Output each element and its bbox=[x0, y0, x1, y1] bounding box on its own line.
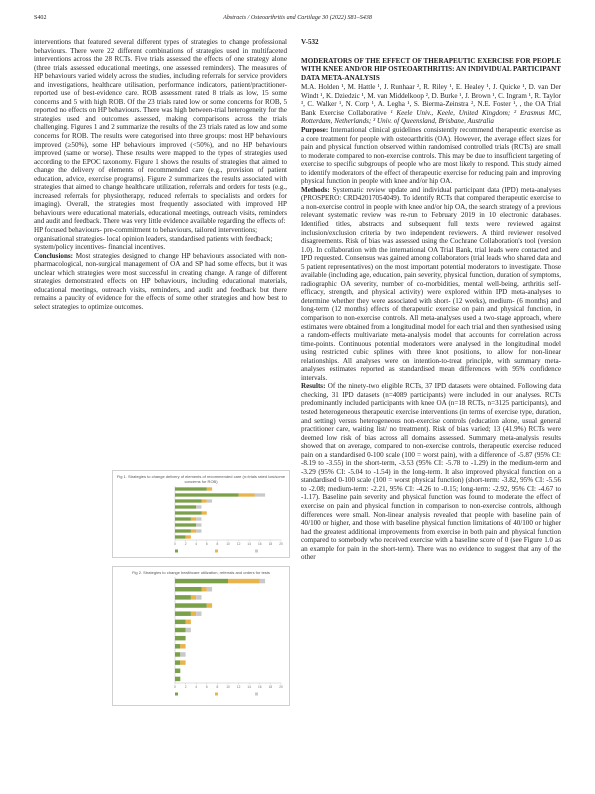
x-tick-label: 10 bbox=[226, 542, 230, 546]
bar-segment bbox=[191, 611, 196, 615]
bar-segment bbox=[180, 660, 185, 664]
bar-segment bbox=[186, 628, 191, 632]
bar-segment bbox=[175, 517, 191, 520]
authors: M.A. Holden ¹, M. Hattle ¹, J. Runhaar ², R. Riley ¹, E. Healey ¹, J. Quicke ¹, D. van Der Windt ¹, K. Dziedzic ¹, M. van Middelkoop ², D. Burke ¹, J. Brown ¹, C. Ingram ¹, R. Taylor ³, C. Walker ¹, N. Corp ¹, A. Legha ¹, S. Bierma-Zeinstra ², N.E. Foster ¹, , the OA Trial Bank Exercise Collaborative bbox=[301, 83, 561, 117]
bar-segment bbox=[175, 529, 191, 532]
x-tick-label: 8 bbox=[216, 542, 219, 546]
x-tick-label: 18 bbox=[268, 685, 273, 689]
x-tick-label: 16 bbox=[258, 685, 262, 689]
bar-segment bbox=[175, 677, 180, 681]
list-item: organisational strategies- local opinion leaders, standardised patients with feedback; bbox=[34, 234, 273, 243]
bar-segment bbox=[239, 493, 255, 496]
author-list bbox=[301, 83, 561, 126]
purpose-text: International clinical guidelines consistently recommend therapeutic exercise as a core treatment for people with osteoarthritis (OA). However, the average effect sizes for pain and physical function observed within randomised controlled trials (RCTs) are small to moderate compared to non-exercise controls. This may be due to insufficient targeting of exercise to specific subgroups of people who are most likely to respond. This study aimed to identify moderators of the effect of therapeutic exercise for reducing pain and improving physical function in people with knee and/or hip OA. bbox=[301, 125, 561, 186]
legend-swatch bbox=[255, 550, 258, 553]
x-tick-label: 18 bbox=[268, 542, 273, 546]
bar-segment bbox=[191, 529, 196, 532]
bar-segment bbox=[175, 636, 186, 640]
legend-swatch bbox=[175, 550, 178, 553]
x-tick-label: 4 bbox=[195, 542, 198, 546]
x-tick-label: 12 bbox=[236, 542, 241, 546]
bar-segment bbox=[175, 628, 186, 632]
bar-segment bbox=[175, 511, 202, 514]
bar-segment bbox=[175, 499, 202, 502]
bar-segment bbox=[175, 505, 196, 508]
bar-segment bbox=[207, 487, 212, 490]
bar-segment bbox=[175, 660, 180, 664]
bar-segment bbox=[175, 535, 186, 538]
bar-segment bbox=[202, 511, 207, 514]
x-tick-label: 16 bbox=[258, 542, 262, 546]
bar-segment bbox=[196, 611, 201, 615]
x-tick-label: 0 bbox=[174, 685, 176, 689]
x-tick-label: 14 bbox=[247, 542, 251, 546]
bar-segment bbox=[207, 603, 212, 607]
abstract-title: MODERATORS OF THE EFFECT OF THERAPEUTIC EXERCISE FOR PEOPLE WITH KNEE AND/OR HIP OSTEOARTHRITIS: AN INDIVIDUAL PARTICIPANT DATA META-ANALYSIS bbox=[301, 57, 561, 82]
x-tick-label: 8 bbox=[216, 685, 219, 689]
bar-segment bbox=[196, 523, 201, 526]
list-item: HP focused behaviours- pre-commitment to behaviours, tailored interventions; bbox=[34, 226, 258, 235]
bar-segment bbox=[260, 579, 265, 583]
page-number: S402 bbox=[34, 15, 47, 21]
bar-segment bbox=[175, 652, 180, 656]
purpose-paragraph bbox=[301, 126, 561, 186]
results-paragraph bbox=[301, 382, 561, 561]
bar-segment bbox=[175, 669, 180, 673]
bar-segment bbox=[175, 611, 191, 615]
bar-segment bbox=[175, 487, 207, 490]
x-tick-label: 2 bbox=[184, 685, 187, 689]
x-tick-label: 12 bbox=[236, 685, 241, 689]
bar-segment bbox=[175, 493, 239, 496]
results-text: Of the ninety-two eligible RCTs, 37 IPD datasets were obtained. Following data checking, 31 IPD datasets (n=4089 participants) were included in our analyses. RCTs predominantly included participants with knee OA (n=18 RCTs, n=3125 participants), and tested heterogeneous therapeutic exercise interventions (in terms of exercise type, duration, and setting) versus heterogeneous non-exercise controls (education alone, usual general practitioner care, waiting list/ no treatment). Risk of bias varied; 13 (41.9%) RCTs were deemed low risk of bias across all domains assessed. Summary meta-analysis results showed that on average, compared to non-exercise controls, therapeutic exercise reduced pain on a standardised 0-100 scale (100 = worst pain), with a difference of -5.87 (95% CI: -8.19 to -3.55) in the short-term, -3.53 (95% CI: -5.78 to -1.29) in the medium-term and -3.29 (95% CI: -5.04 to -1.54) in the long-term. It also improved physical function on a standardised 0-100 scale (100 = worst physical function) (short-term: -3.82, 95% CI: -5.56 to -2.08; medium-term: -2.21, 95% CI: -4.26 to -0.15; long-term: -2.92, 95% CI: -4.67 to -1.17). Baseline pain severity and physical function was found to moderate the effect of exercise on pain and physical function in comparison to non-exercise controls, although differences were small. Non-linear analysis revealed that people with baseline pain of 40/100 or higher, and those with baseline physical function limitations of 40/100 or higher had the greatest additional improvements from exercise in both pain and physical function compared to somebody who received exercise with a baseline score of 0 (see Figure 1.0 as an example for pain in the short-term). There was no evidence to suggest that any of the other bbox=[301, 382, 561, 562]
figure-2-chart bbox=[113, 575, 289, 699]
bar-segment bbox=[196, 505, 201, 508]
x-tick-label: 0 bbox=[174, 542, 176, 546]
results-paragraph: interventions that featured several different types of strategies to change professional behaviours. There were 22 different combinations of strategies used in multifaceted interventions across the 28 RCTs. Five trials assessed the effects of one strategy alone (three trials assessed educational meetings, one assessed reminders). The measures of HP behaviours varied widely across the studies, including referrals for service providers and investigations, healthcare utilisation, performance indicators, patient/practitioner-reported use of best-evidence care. ROB assessment rated 8 trials as low, 15 some concerns and 5 with high ROB. Of the 23 trials rated low or some concerns for ROB, 5 reported no effects on HP behaviours. There was high between-trial heterogeneity for the strategies used and outcomes assessed, making comparisons across the trials challenging. Figures 1 and 2 summarize the results of the 23 trials rated as low and some concerns for ROB. The results were categorised into three groups: most HP behaviours improved (≥50%), some HP behaviours improved (<50%), and no HP behaviours improved (same or worse). These results were mapped to the types of strategies used according to the EPOC taxonomy. Figure 1 shows the results of strategies that aimed to change the delivery of elements of recommended care (e.g., provision of patient education, advice, exercise programs). Figure 2 summarizes the results associated with strategies that aimed to change healthcare utilization, referrals and orders for tests (e.g., increased referrals for physiotherapy, reduced referrals to specialists and orders for imaging). Overall, the strategies most frequently associated with improved HP behaviours were educational materials, educational meetings, outreach visits, reminders and audit and feedback. There was very little evidence available regarding the effects of: bbox=[34, 38, 287, 226]
bar-segment bbox=[196, 517, 201, 520]
bar-segment bbox=[191, 595, 196, 599]
legend-swatch bbox=[255, 693, 258, 696]
bar-segment bbox=[196, 529, 201, 532]
purpose-label: Purpose: bbox=[301, 125, 329, 134]
conclusions-paragraph bbox=[34, 252, 287, 312]
abstract-id: V-532 bbox=[301, 38, 319, 46]
methods-label: Methods: bbox=[301, 185, 330, 194]
bar-segment bbox=[202, 499, 207, 502]
x-tick-label: 10 bbox=[226, 685, 230, 689]
bar-segment bbox=[207, 499, 212, 502]
list-item: system/policy incentives- financial incentives. bbox=[34, 243, 166, 252]
methods-paragraph bbox=[301, 186, 561, 383]
conclusions-text: Most strategies designed to change HP behaviours associated with non-pharmacological, non-surgical management of OA and SP had some effects, but it was unclear which strategies were most successful in creating change. A range of different strategies demonstrated effects on HP behaviours, including educational materials, educational meetings, outreach visits, reminders, and audit and feedback but there remains a paucity of evidence for the effects of some other strategies and how best to select strategies to optimize outcomes. bbox=[34, 251, 287, 311]
bar-segment bbox=[175, 644, 180, 648]
bar-segment bbox=[228, 579, 260, 583]
conclusions-label: Conclusions: bbox=[34, 251, 74, 260]
affiliations: ¹ Keele Univ., Keele, United Kingdom; ² Erasmus MC, Rotterdam, Netherlands; ³ Univ. of Queensland, Brisbane, Australia bbox=[301, 108, 562, 126]
page-header bbox=[34, 15, 561, 27]
x-tick-label: 6 bbox=[205, 685, 208, 689]
figure-1-chart bbox=[113, 484, 289, 556]
x-tick-label: 4 bbox=[195, 685, 198, 689]
legend-swatch bbox=[215, 550, 218, 553]
x-tick-label: 2 bbox=[184, 542, 187, 546]
bar-segment bbox=[175, 620, 186, 624]
bar-segment bbox=[175, 579, 228, 583]
bar-segment bbox=[175, 523, 196, 526]
bar-segment bbox=[180, 652, 185, 656]
x-tick-label: 6 bbox=[205, 542, 208, 546]
figure-1 bbox=[112, 470, 290, 558]
left-column bbox=[34, 38, 287, 312]
legend-swatch bbox=[215, 693, 218, 696]
journal-citation: Abstracts / Osteoarthritis and Cartilage 30 (2022) S81–S438 bbox=[223, 15, 372, 21]
figure-2 bbox=[112, 566, 290, 706]
bar-segment bbox=[255, 493, 266, 496]
methods-text: Systematic review update and individual participant data (IPD) meta-analyses (PROSPERO: CRD42017054049). To identify RCTs that compared therapeutic exercise to a non-exercise control in people with knee and/or hip OA, the search strategy of a previous relevant systematic review was re-run to February 2019 in 10 electronic databases. Identified titles, abstracts and subsequent full texts were reviewed against inclusion/exclusion criteria by two independent reviewers. A third reviewer resolved disagreements. Risk of bias was assessed using the Cochrane Collaboration's tool (version 1.0). In collaboration with the international OA Trial Bank, trial leads were contacted and IPD requested. Consensus was gained among collaborators (trial leads who shared data and 5 patient representatives) on the most important potential moderators to investigate. Those available (including age, education, pain severity, physical function, duration of symptoms, radiographic OA severity, number of co-morbidities, mental well-being, arthritis self-efficacy, strength, and physical activity) were explored within IPD meta-analyses to determine whether they were associated with short- (12 weeks), medium- (6 months) and long-term (12 months) effects of therapeutic exercise on pain and physical function, in comparison to non-exercise controls. All meta-analyses used a two-stage approach, where estimates were obtained from a longitudinal model for each trial and then synthesised using a random-effects multivariate meta-analysis model that accounts for correlation across time-points. Continuous potential moderators were analysed in the longitudinal model using restricted cubic splines with three knot positions, to allow for non-linear relationships. All analyses were on intention-to-treat principle, with summary meta-analyses estimates reported as standardised mean differences with 95% confidence intervals. bbox=[301, 185, 561, 382]
bar-segment bbox=[196, 595, 201, 599]
bar-segment bbox=[207, 587, 212, 591]
bar-segment bbox=[202, 587, 207, 591]
bar-segment bbox=[180, 644, 185, 648]
figure-1-title: Fig 1. Strategies to change delivery of elements of recommended care (n=trials rated low/some concerns for ROB) bbox=[116, 474, 286, 484]
x-tick-label: 20 bbox=[279, 542, 283, 546]
x-tick-label: 14 bbox=[247, 685, 251, 689]
bar-segment bbox=[175, 595, 191, 599]
bar-segment bbox=[191, 517, 196, 520]
bar-segment bbox=[175, 603, 207, 607]
legend-swatch bbox=[175, 693, 178, 696]
bar-segment bbox=[186, 535, 191, 538]
bar-segment bbox=[175, 587, 202, 591]
x-tick-label: 20 bbox=[279, 685, 283, 689]
bar-segment bbox=[186, 620, 191, 624]
right-column bbox=[301, 57, 561, 562]
results-label: Results: bbox=[301, 382, 326, 391]
figure-2-title: Fig 2. Strategies to change healthcare utilization, referrals and orders for tests bbox=[132, 570, 270, 575]
